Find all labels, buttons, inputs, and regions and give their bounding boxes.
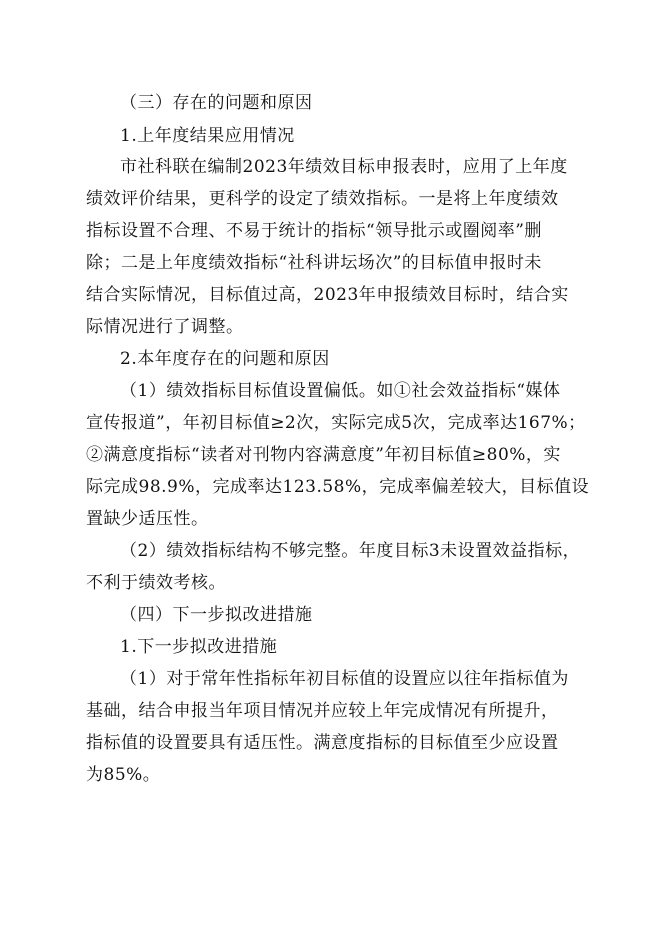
section-heading-problems: （三）存在的问题和原因 [120,93,313,113]
para-4-line-3: 指标值的设置要具有适压性。满意度指标的目标值至少应设置 [86,733,559,753]
para-2-line-2: 宣传报道”，年初目标值≥2次，实际完成5次，完成率达167%； [86,413,586,433]
para-2-line-5: 置缺少适压性。 [86,509,209,529]
para-4-line-2: 基础，结合申报当年项目情况并应较上年完成情况有所提升， [86,701,559,721]
para-3-line-2: 不利于绩效考核。 [86,573,226,593]
para-3-line-1: （2）绩效指标结构不够完整。年度目标3未设置效益指标， [120,541,581,561]
para-1-line-4: 除；二是上年度绩效指标“社科讲坛场次”的目标值申报时未 [86,253,542,273]
para-4-line-1: （1）对于常年性指标年初目标值的设置应以往年指标值为 [120,669,569,689]
para-1-line-1: 市社科联在编制2023年绩效目标申报表时，应用了上年度 [120,157,568,177]
subheading-last-year-results: 1.上年度结果应用情况 [120,126,295,146]
subheading-current-year-problems: 2.本年度存在的问题和原因 [120,349,330,369]
para-2-line-4: 际完成98.9%，完成率达123.58%，完成率偏差较大，目标值设 [86,477,590,497]
para-1-line-2: 绩效评价结果，更科学的设定了绩效指标。一是将上年度绩效 [86,189,559,209]
para-1-line-3: 指标设置不合理、不易于统计的指标“领导批示或圈阅率”删 [86,221,542,241]
para-2-line-1: （1）绩效指标目标值设置偏低。如①社会效益指标“媒体 [120,381,561,401]
para-4-line-4: 为85%。 [86,765,161,785]
para-1-line-6: 际情况进行了调整。 [86,317,244,337]
para-2-line-3: ②满意度指标“读者对刊物内容满意度”年初目标值≥80%，实 [86,445,561,465]
para-1-line-5: 结合实际情况，目标值过高，2023年申报绩效目标时，结合实 [86,285,569,305]
subheading-improvement-measures: 1.下一步拟改进措施 [120,637,278,657]
section-heading-next-steps: （四）下一步拟改进措施 [120,605,313,625]
